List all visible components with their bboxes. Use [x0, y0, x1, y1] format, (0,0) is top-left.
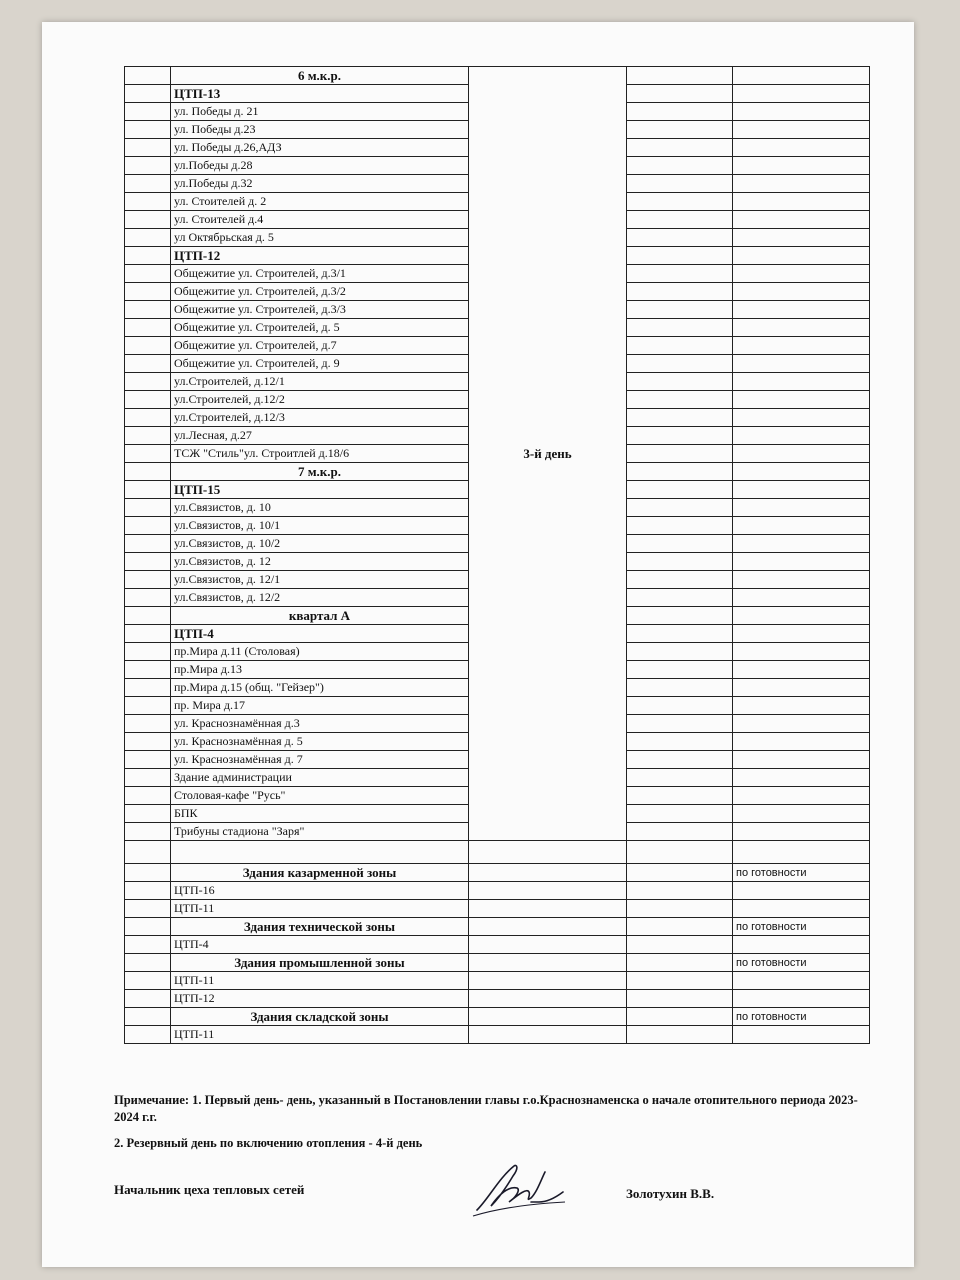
signatory-name: Золотухин В.В. — [626, 1186, 715, 1201]
row-number-cell — [125, 121, 171, 139]
note-cell — [733, 936, 870, 954]
address-cell: пр.Мира д.11 (Столовая) — [171, 643, 469, 661]
address-cell: ул.Победы д.28 — [171, 157, 469, 175]
date-cell — [627, 607, 733, 625]
note-cell — [733, 823, 870, 841]
date-cell — [627, 805, 733, 823]
date-cell — [627, 409, 733, 427]
row-number-cell — [125, 643, 171, 661]
date-cell — [627, 918, 733, 936]
date-cell — [627, 121, 733, 139]
date-cell — [627, 157, 733, 175]
ctp-heading: ЦТП-13 — [171, 85, 469, 103]
date-cell — [627, 175, 733, 193]
note-cell — [733, 733, 870, 751]
date-cell — [627, 589, 733, 607]
date-cell — [627, 787, 733, 805]
row-number-cell — [125, 1026, 171, 1044]
section-heading: квартал А — [171, 607, 469, 625]
note-cell — [733, 697, 870, 715]
address-cell: пр. Мира д.17 — [171, 697, 469, 715]
note-first-day: Примечание: 1. Первый день- день, указанный в Постановлении главы г.о.Краснознаменска о начале отопительного периода 2023-2024 г.г. — [114, 1093, 858, 1124]
note-cell — [733, 571, 870, 589]
note-cell — [733, 409, 870, 427]
row-number-cell — [125, 445, 171, 463]
table-row — [125, 1026, 870, 1044]
note-cell — [733, 247, 870, 265]
note-cell — [733, 175, 870, 193]
note-cell — [733, 103, 870, 121]
row-number-cell — [125, 900, 171, 918]
note-cell — [733, 882, 870, 900]
address-cell: Общежитие ул. Строителей, д. 9 — [171, 355, 469, 373]
note-cell — [733, 607, 870, 625]
note-cell — [733, 481, 870, 499]
date-cell — [627, 679, 733, 697]
table-row — [125, 936, 870, 954]
row-number-cell — [125, 751, 171, 769]
note-cell — [733, 373, 870, 391]
note-cell — [733, 643, 870, 661]
empty-cell — [171, 841, 469, 864]
row-number-cell — [125, 175, 171, 193]
date-cell — [627, 954, 733, 972]
note-cell — [733, 517, 870, 535]
date-cell — [627, 463, 733, 481]
row-number-cell — [125, 787, 171, 805]
row-number-cell — [125, 553, 171, 571]
section-heading: 7 м.к.р. — [171, 463, 469, 481]
date-cell — [627, 715, 733, 733]
note-cell — [733, 85, 870, 103]
row-number-cell — [125, 229, 171, 247]
zone-heading: Здания казарменной зоны — [171, 864, 469, 882]
row-number-cell — [125, 391, 171, 409]
note-cell — [733, 535, 870, 553]
row-number-cell — [125, 337, 171, 355]
date-cell — [627, 535, 733, 553]
note-cell — [733, 553, 870, 571]
note-cell — [733, 661, 870, 679]
note-cell — [733, 805, 870, 823]
date-cell — [627, 229, 733, 247]
address-cell: ул.Связистов, д. 12/1 — [171, 571, 469, 589]
address-cell: ул.Строителей, д.12/1 — [171, 373, 469, 391]
address-cell: ул. Победы д.23 — [171, 121, 469, 139]
row-number-cell — [125, 157, 171, 175]
row-number-cell — [125, 319, 171, 337]
note-cell — [733, 355, 870, 373]
day-cell — [469, 918, 627, 936]
row-number-cell — [125, 589, 171, 607]
day-cell — [469, 864, 627, 882]
note-cell — [733, 589, 870, 607]
note-cell — [733, 1026, 870, 1044]
signature-block — [114, 1182, 874, 1242]
row-number-cell — [125, 918, 171, 936]
day-cell — [469, 972, 627, 990]
date-cell — [627, 643, 733, 661]
date-cell — [627, 823, 733, 841]
note-cell — [733, 445, 870, 463]
address-cell: БПК — [171, 805, 469, 823]
date-cell — [627, 499, 733, 517]
ctp-cell: ЦТП-11 — [171, 900, 469, 918]
day-cell — [469, 1026, 627, 1044]
note-cell — [733, 319, 870, 337]
date-cell — [627, 661, 733, 679]
empty-cell — [627, 841, 733, 864]
address-cell: Общежитие ул. Строителей, д.3/3 — [171, 301, 469, 319]
ctp-cell: ЦТП-4 — [171, 936, 469, 954]
row-number-cell — [125, 373, 171, 391]
note-cell — [733, 139, 870, 157]
ctp-heading: ЦТП-4 — [171, 625, 469, 643]
address-cell: ул.Строителей, д.12/2 — [171, 391, 469, 409]
day-cell — [469, 936, 627, 954]
date-cell — [627, 85, 733, 103]
row-number-cell — [125, 499, 171, 517]
address-cell: ул. Краснознамённая д.3 — [171, 715, 469, 733]
row-number-cell — [125, 481, 171, 499]
date-cell — [627, 864, 733, 882]
row-number-cell — [125, 211, 171, 229]
ctp-heading: ЦТП-12 — [171, 247, 469, 265]
note-reserve-day: 2. Резервный день по включению отопления - 4-й день — [114, 1136, 423, 1150]
empty-cell — [469, 841, 627, 864]
row-number-cell — [125, 463, 171, 481]
row-number-cell — [125, 661, 171, 679]
date-cell — [627, 972, 733, 990]
readiness-note: по готовности — [733, 954, 870, 972]
zone-row — [125, 954, 870, 972]
row-number-cell — [125, 954, 171, 972]
date-cell — [627, 211, 733, 229]
section-row — [125, 67, 870, 85]
row-number-cell — [125, 409, 171, 427]
date-cell — [627, 1026, 733, 1044]
notes-block — [114, 1092, 874, 1161]
address-cell: пр.Мира д.13 — [171, 661, 469, 679]
day-cell — [469, 882, 627, 900]
note-cell — [733, 67, 870, 85]
note-cell — [733, 229, 870, 247]
row-number-cell — [125, 427, 171, 445]
address-cell: ул. Стоителей д.4 — [171, 211, 469, 229]
note-cell — [733, 301, 870, 319]
date-cell — [627, 139, 733, 157]
handwritten-signature — [469, 1158, 569, 1218]
note-cell — [733, 157, 870, 175]
blank-row — [125, 841, 870, 864]
table-row — [125, 882, 870, 900]
date-cell — [627, 319, 733, 337]
note-cell — [733, 751, 870, 769]
date-cell — [627, 265, 733, 283]
row-number-cell — [125, 805, 171, 823]
schedule-table — [124, 66, 870, 1044]
row-number-cell — [125, 823, 171, 841]
ctp-cell: ЦТП-12 — [171, 990, 469, 1008]
note-cell — [733, 972, 870, 990]
date-cell — [627, 1008, 733, 1026]
date-cell — [627, 900, 733, 918]
note-cell — [733, 769, 870, 787]
day-cell — [469, 900, 627, 918]
date-cell — [627, 67, 733, 85]
address-cell: ул. Краснознамённая д. 7 — [171, 751, 469, 769]
paper-sheet — [42, 22, 914, 1267]
address-cell: ул. Победы д.26,АДЗ — [171, 139, 469, 157]
table-row — [125, 900, 870, 918]
date-cell — [627, 355, 733, 373]
row-number-cell — [125, 67, 171, 85]
day-cell — [469, 1008, 627, 1026]
date-cell — [627, 769, 733, 787]
date-cell — [627, 301, 733, 319]
zone-row — [125, 1008, 870, 1026]
address-cell: ул.Строителей, д.12/3 — [171, 409, 469, 427]
note-cell — [733, 427, 870, 445]
row-number-cell — [125, 679, 171, 697]
date-cell — [627, 427, 733, 445]
address-cell: ул.Связистов, д. 12/2 — [171, 589, 469, 607]
ctp-cell: ЦТП-16 — [171, 882, 469, 900]
date-cell — [627, 337, 733, 355]
note-cell — [733, 463, 870, 481]
address-cell: ул.Лесная, д.27 — [171, 427, 469, 445]
address-cell: ул.Связистов, д. 10/1 — [171, 517, 469, 535]
date-cell — [627, 247, 733, 265]
empty-cell — [125, 841, 171, 864]
note-cell — [733, 990, 870, 1008]
readiness-note: по готовности — [733, 918, 870, 936]
date-cell — [627, 882, 733, 900]
note-cell — [733, 679, 870, 697]
date-cell — [627, 283, 733, 301]
note-cell — [733, 787, 870, 805]
date-cell — [627, 445, 733, 463]
address-cell: ул.Победы д.32 — [171, 175, 469, 193]
address-cell: ул.Связистов, д. 10 — [171, 499, 469, 517]
date-cell — [627, 517, 733, 535]
address-cell: пр.Мира д.15 (общ. "Гейзер") — [171, 679, 469, 697]
address-cell: ул.Связистов, д. 12 — [171, 553, 469, 571]
readiness-note: по готовности — [733, 1008, 870, 1026]
address-cell: Общежитие ул. Строителей, д.7 — [171, 337, 469, 355]
row-number-cell — [125, 1008, 171, 1026]
zone-row — [125, 864, 870, 882]
date-cell — [627, 733, 733, 751]
date-cell — [627, 990, 733, 1008]
date-cell — [627, 553, 733, 571]
date-cell — [627, 697, 733, 715]
row-number-cell — [125, 265, 171, 283]
row-number-cell — [125, 193, 171, 211]
row-number-cell — [125, 85, 171, 103]
date-cell — [627, 103, 733, 121]
note-cell — [733, 625, 870, 643]
date-cell — [627, 751, 733, 769]
row-number-cell — [125, 697, 171, 715]
address-cell: ул.Связистов, д. 10/2 — [171, 535, 469, 553]
row-number-cell — [125, 535, 171, 553]
note-cell — [733, 715, 870, 733]
address-cell: Здание администрации — [171, 769, 469, 787]
row-number-cell — [125, 625, 171, 643]
row-number-cell — [125, 936, 171, 954]
address-cell: Общежитие ул. Строителей, д. 5 — [171, 319, 469, 337]
address-cell: Общежитие ул. Строителей, д.3/2 — [171, 283, 469, 301]
table-row — [125, 972, 870, 990]
date-cell — [627, 936, 733, 954]
address-cell: Трибуны стадиона "Заря" — [171, 823, 469, 841]
row-number-cell — [125, 972, 171, 990]
date-cell — [627, 571, 733, 589]
row-number-cell — [125, 355, 171, 373]
row-number-cell — [125, 990, 171, 1008]
row-number-cell — [125, 607, 171, 625]
date-cell — [627, 481, 733, 499]
row-number-cell — [125, 139, 171, 157]
date-cell — [627, 373, 733, 391]
date-cell — [627, 625, 733, 643]
readiness-note: по готовности — [733, 864, 870, 882]
row-number-cell — [125, 103, 171, 121]
note-cell — [733, 283, 870, 301]
address-cell: ул. Стоителей д. 2 — [171, 193, 469, 211]
note-cell — [733, 193, 870, 211]
position-title: Начальник цеха тепловых сетей — [114, 1182, 305, 1197]
address-cell: ул. Краснознамённая д. 5 — [171, 733, 469, 751]
zone-heading: Здания промышленной зоны — [171, 954, 469, 972]
row-number-cell — [125, 247, 171, 265]
ctp-cell: ЦТП-11 — [171, 1026, 469, 1044]
row-number-cell — [125, 769, 171, 787]
note-cell — [733, 499, 870, 517]
note-cell — [733, 337, 870, 355]
ctp-cell: ЦТП-11 — [171, 972, 469, 990]
day-cell — [469, 954, 627, 972]
note-cell — [733, 900, 870, 918]
address-cell: Общежитие ул. Строителей, д.3/1 — [171, 265, 469, 283]
row-number-cell — [125, 715, 171, 733]
row-number-cell — [125, 733, 171, 751]
date-cell — [627, 391, 733, 409]
address-cell: ТСЖ "Стиль"ул. Строитлей д.18/6 — [171, 445, 469, 463]
note-cell — [733, 265, 870, 283]
address-cell: ул. Победы д. 21 — [171, 103, 469, 121]
address-cell: Столовая-кафе "Русь" — [171, 787, 469, 805]
table-row — [125, 990, 870, 1008]
row-number-cell — [125, 882, 171, 900]
zone-heading: Здания складской зоны — [171, 1008, 469, 1026]
row-number-cell — [125, 864, 171, 882]
note-cell — [733, 121, 870, 139]
ctp-heading: ЦТП-15 — [171, 481, 469, 499]
note-cell — [733, 391, 870, 409]
row-number-cell — [125, 571, 171, 589]
address-cell: ул Октябрьская д. 5 — [171, 229, 469, 247]
date-cell — [627, 193, 733, 211]
empty-cell — [733, 841, 870, 864]
day-cell — [469, 990, 627, 1008]
note-cell — [733, 211, 870, 229]
zone-heading: Здания технической зоны — [171, 918, 469, 936]
row-number-cell — [125, 283, 171, 301]
day-cell: 3-й день — [469, 67, 627, 841]
zone-row — [125, 918, 870, 936]
row-number-cell — [125, 517, 171, 535]
row-number-cell — [125, 301, 171, 319]
section-heading: 6 м.к.р. — [171, 67, 469, 85]
